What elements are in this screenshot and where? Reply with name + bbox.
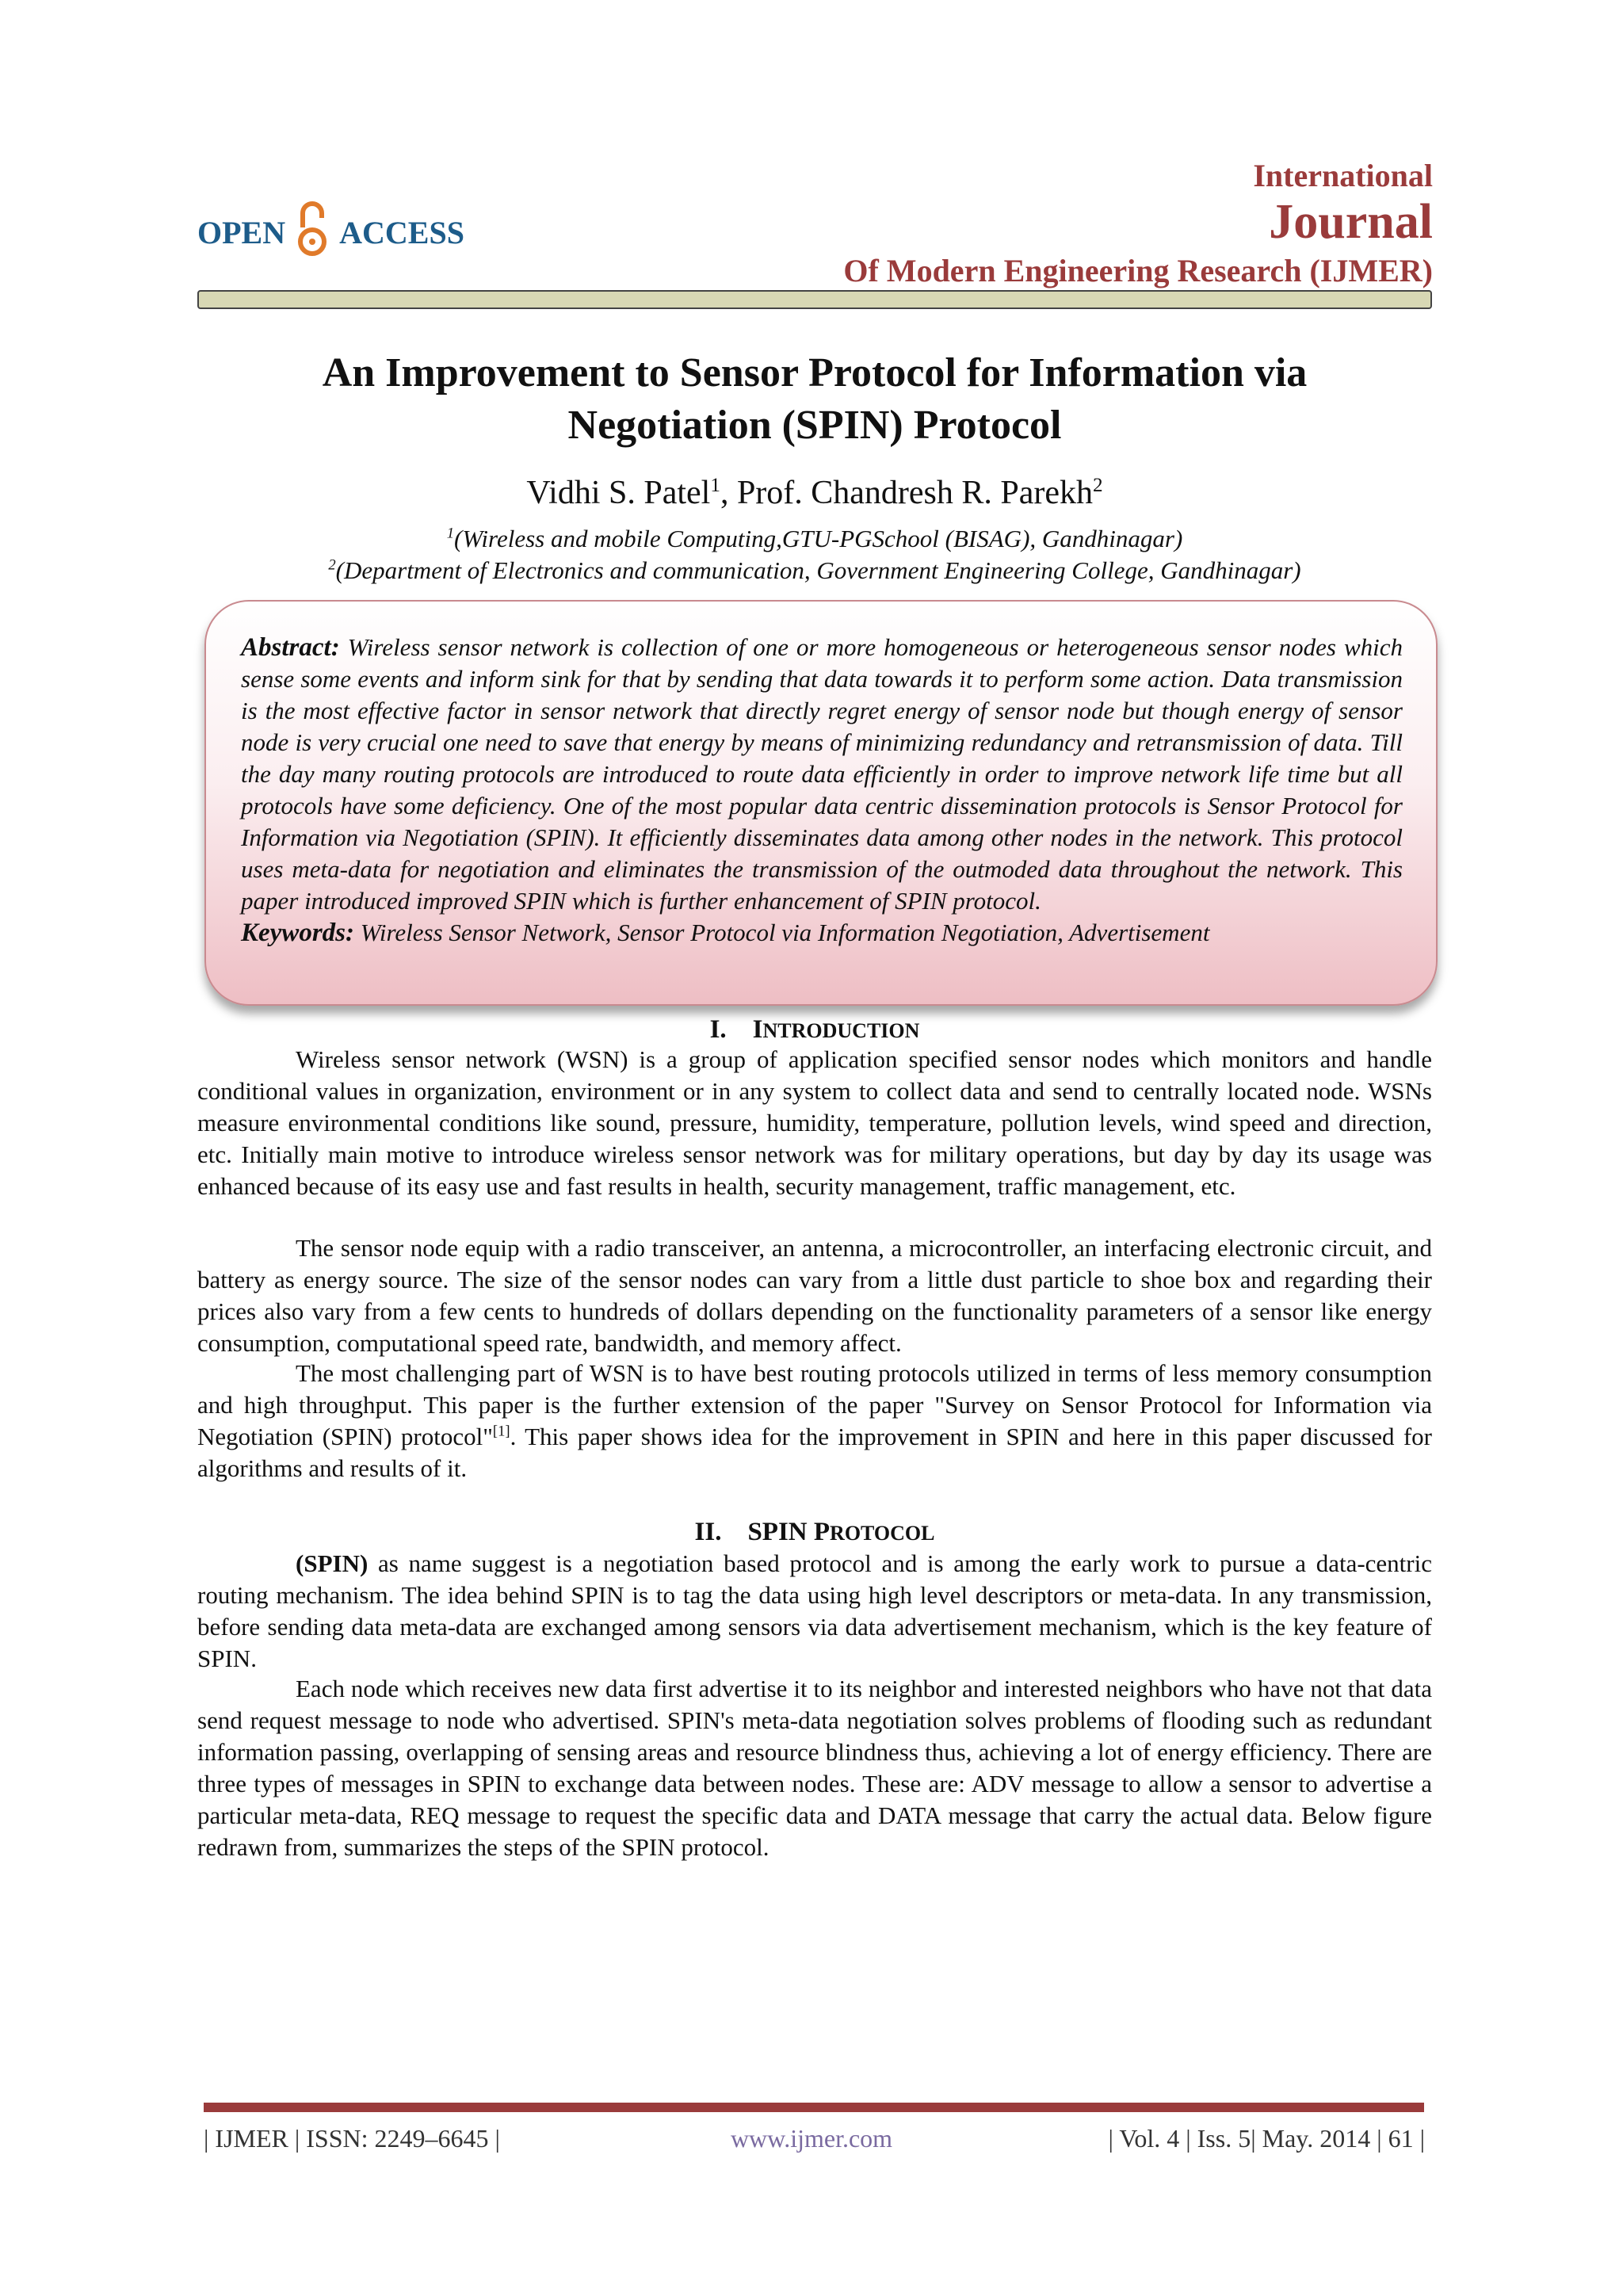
intro-paragraph-1: Wireless sensor network (WSN) is a group of application specified sensor nodes which monitors and handle conditional values in organization, environment or in any system to collect data and send to centrally located node. WSNs measure environmental conditions like sound, pressure, humidity, temperature, pollution levels, wind speed and direction, etc. Initially main motive to introduce wireless sensor network was for military operations, but day by day its usage was enhanced because of its easy use and fast results in health, security management, traffic management, etc. [197, 1045, 1432, 1200]
abstract-text [241, 632, 1403, 949]
affiliation-2-text: (Department of Electronics and communication, Government Engineering College, Gandhinagar) [335, 556, 1301, 584]
section-heading-introduction [197, 1015, 1432, 1045]
abstract-body: Wireless sensor network is collection of one or more homogeneous or heterogeneous sensor nodes which sense some events and inform sink for that by sending that data towards it to perform some action. Data transmission is the most effective factor in sensor network that directly regret energy of sensor node but though energy of sensor node is very crucial one need to save that energy by means of minimizing redundancy and retransmission of data. Till the day many routing protocols are introduced to route data efficiently in order to improve network life time but all protocols have some deficiency. One of the most popular data centric dissemination protocols is Sensor Protocol for Information via Negotiation (SPIN). It efficiently disseminates data among other nodes in the network. This protocol uses meta-data for negotiation and eliminates the transmission of the outmoded data throughout the network. This paper introduced improved SPIN which is further enhancement of SPIN protocol. [241, 633, 1403, 915]
keywords-body: Wireless Sensor Network, Sensor Protocol via Information Negotiation, Advertisement [360, 919, 1210, 946]
open-lock-icon [296, 201, 328, 264]
keywords-label: Keywords [241, 919, 346, 947]
affiliation-1 [197, 525, 1432, 553]
journal-line-subtitle: Of Modern Engineering Research (IJMER) [843, 253, 1433, 288]
affiliation-1-sup: 1 [446, 525, 454, 542]
title-line-2: Negotiation (SPIN) Protocol [567, 403, 1062, 448]
intro-p3-text-cont: . This paper shows idea for the improvement in SPIN and here in this paper discussed for algorithms and results of it. [197, 1423, 1432, 1482]
journal-line-international: International [1253, 158, 1433, 193]
footer-website-link[interactable]: www.ijmer.com [730, 2124, 893, 2153]
author-1: Vidhi S. Patel [526, 475, 711, 511]
author-line [197, 474, 1432, 512]
spin-paragraph-1 [197, 1548, 1432, 1675]
abstract-box [204, 600, 1438, 1006]
open-access-right: ACCESS [339, 214, 464, 250]
spin-bold-term: (SPIN) [296, 1549, 369, 1577]
keywords-colon: : [346, 919, 354, 947]
footer-volume-page: | Vol. 4 | Iss. 5| May. 2014 | 61 | [1108, 2124, 1425, 2153]
section-1-number: I. [709, 1015, 727, 1044]
author-2-sup: 2 [1093, 475, 1103, 496]
section-1-initial: I [752, 1015, 763, 1044]
section-2-number: II. [694, 1518, 722, 1546]
author-separator: , [720, 475, 737, 511]
footer-issn: | IJMER | ISSN: 2249–6645 | [204, 2124, 500, 2153]
citation-ref: [1] [492, 1423, 510, 1440]
intro-paragraph-2: The sensor node equip with a radio transceiver, an antenna, a microcontroller, an interfacing electronic circuit, and battery as energy source. The size of the sensor nodes can vary from a little dust particle to shoe box and regarding their prices also vary from a few cents to hundreds of dollars depending on the functionality parameters of a sensor like energy consumption, computational speed rate, bandwidth, and memory affect. [197, 1234, 1432, 1357]
footer-divider-bar [204, 2103, 1424, 2112]
open-access-logo [197, 208, 464, 256]
paper-title [197, 347, 1432, 452]
intro-paragraph-3 [197, 1358, 1432, 1484]
section-2-rest: ROTOCOL [830, 1522, 935, 1545]
title-line-1: An Improvement to Sensor Protocol for Information via [322, 350, 1308, 395]
abstract-label: Abstract [241, 633, 331, 662]
affiliation-2 [197, 556, 1432, 585]
section-1-rest: NTRODUCTION [762, 1019, 920, 1042]
spin-paragraph-2: Each node which receives new data first advertise it to its neighbor and interested neighbors who have not that data send request message to node who advertised. SPIN's meta-data negotiation solves problems of flooding such as redundant information passing, overlapping of sensing areas and resource blindness thus, achieving a lot of energy efficiency. There are three types of messages in SPIN to exchange data between nodes. These are: ADV message to allow a sensor to advertise a particular meta-data, REQ message to request the specific data and DATA message that carry the actual data. Below figure redrawn from, summarizes the steps of the SPIN protocol. [197, 1675, 1432, 1861]
spin-p1-text: as name suggest is a negotiation based protocol and is among the early work to pursue a data-centric routing mechanism. The idea behind SPIN is to tag the data using high level descriptors or meta-data. In any transmission, before sending data meta-data are exchanged among sensors via data advertisement mechanism, which is the key feature of SPIN. [197, 1549, 1432, 1672]
author-2: Prof. Chandresh R. Parekh [736, 475, 1094, 511]
affiliation-2-sup: 2 [328, 556, 336, 574]
abstract-colon: : [330, 633, 340, 662]
journal-line-journal: Journal [1269, 195, 1433, 249]
section-heading-spin-protocol [197, 1518, 1432, 1547]
intro-p3-text: The most challenging part of WSN is to have best routing protocols utilized in terms of less memory consumption and high throughput. This paper is the further extension of the paper "Survey on Sensor Protocol for Information via Negotiation (SPIN) protocol" [197, 1359, 1432, 1450]
header-divider-bar [197, 290, 1432, 309]
open-access-left: OPEN [197, 214, 286, 250]
section-2-initials: SPIN P [747, 1518, 831, 1546]
author-1-sup: 1 [710, 475, 720, 496]
affiliation-1-text: (Wireless and mobile Computing,GTU-PGSchool (BISAG), Gandhinagar) [454, 525, 1183, 552]
